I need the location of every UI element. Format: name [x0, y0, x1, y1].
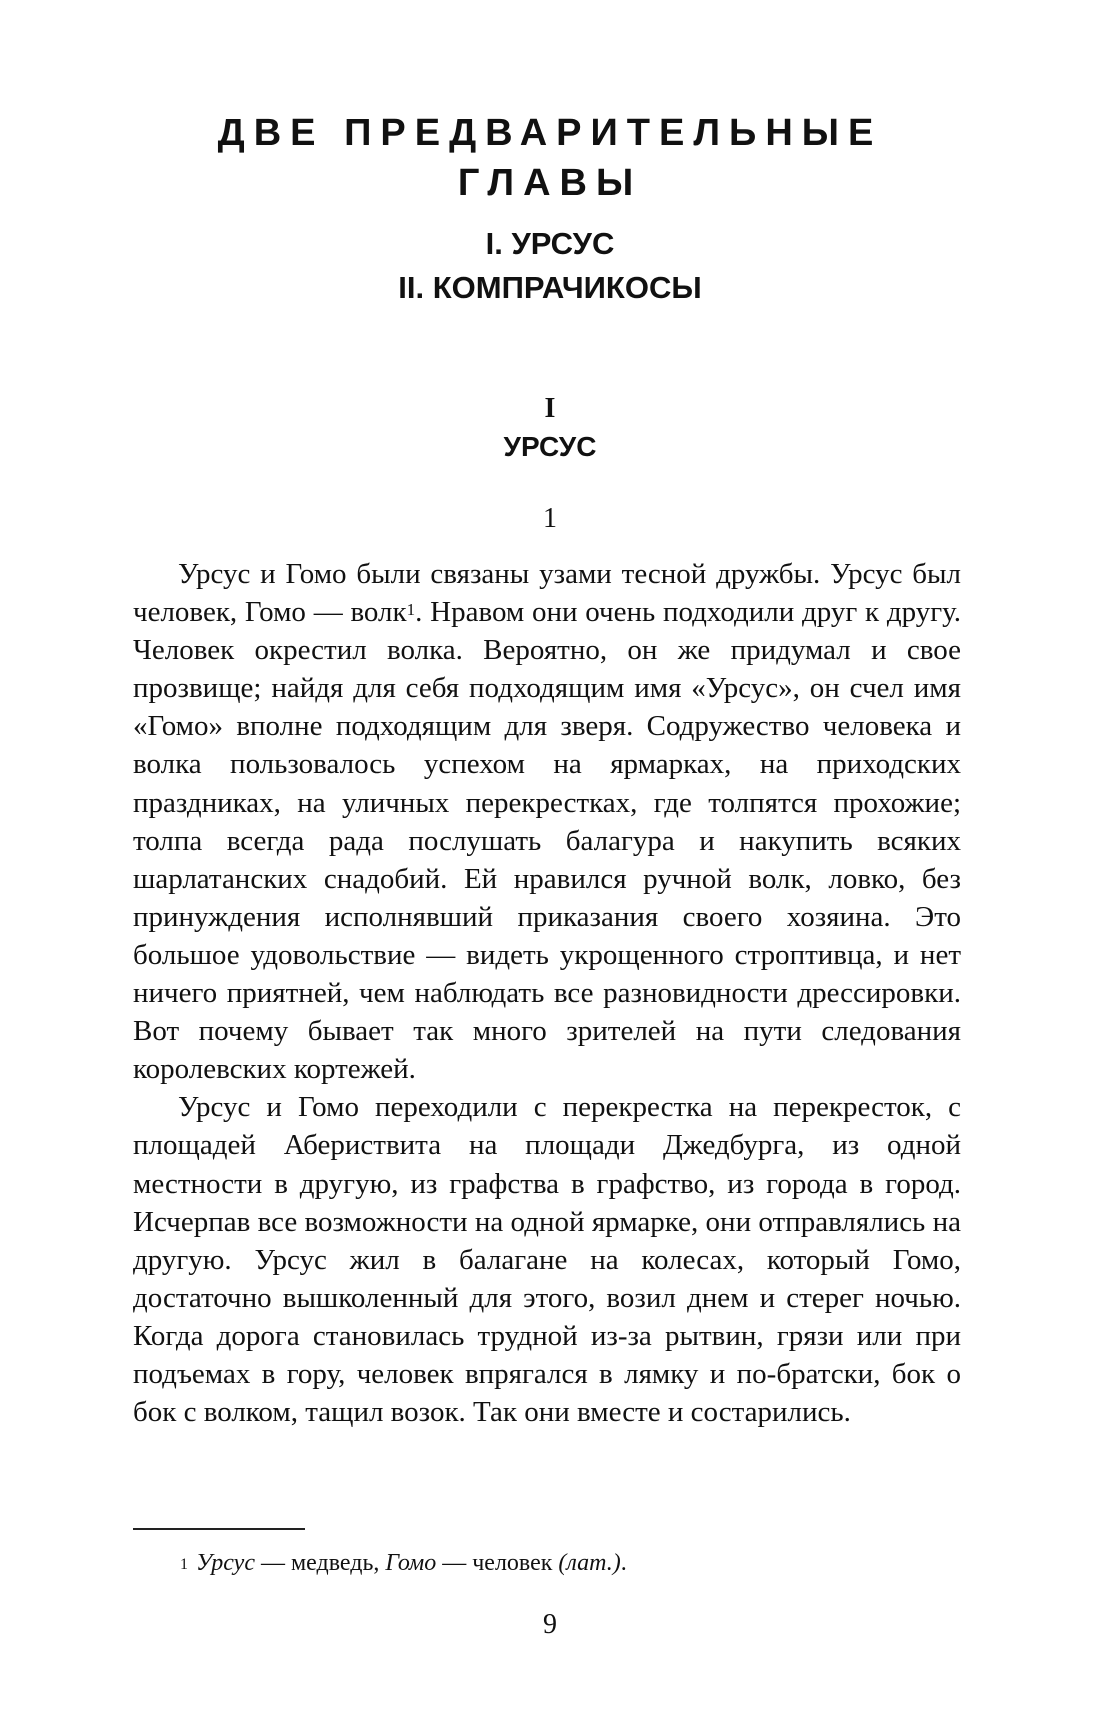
footnote-text-2: — человек [436, 1550, 559, 1576]
paragraph-1 [133, 555, 961, 1088]
title-line-2: ГЛАВЫ [457, 162, 643, 204]
footnote [180, 1548, 627, 1578]
paragraph-1-start: Урсус и Гомо были связаны узами тесной дружбы. Урсус был человек, Гомо — волк [133, 558, 961, 629]
footnote-reference: 1 [406, 600, 416, 620]
chapter-list-item-2: II. КОМПРАЧИКОСЫ [398, 270, 702, 305]
title-line-1: ДВЕ ПРЕДВАРИТЕЛЬНЫЕ [217, 112, 883, 154]
paragraph-2: Урсус и Гомо переходили с перекрестка на перекресток, с площадей Абериствита на площади Джедбурга, из одной местности в другую, из графства в графство, из города в город. Исчерпав все возможности на одной ярмарке, они отправлялись на другую. Урсус жил в балагане на колесах, который Гомо, достаточно вышколенный для этого, возил днем и стерег ночью. Когда дорога становилась трудной из-за рытвин, грязи или при подъемах в гору, человек впрягался в лямку и по-братски, бок о бок с волком, тащил возок. Так они вместе и состарились. [133, 1091, 961, 1429]
footnote-language: (лат.) [558, 1550, 621, 1576]
footnote-mark: 1 [180, 1556, 188, 1573]
page-number: 9 [543, 1609, 557, 1640]
book-part-title [0, 108, 1100, 208]
chapter-number: I [544, 393, 556, 424]
chapter-list [0, 222, 1100, 310]
paragraph-1-rest: . Нравом они очень подходили друг к другу. Человек окрестил волка. Вероятно, он же придумал и свое прозвище; найдя для себя подходящим имя «Урсус», он счел имя «Гомо» вполне подходящим для зверя. Содружество человека и волка пользовалось успехом на ярмарках, на приходских праздниках, на уличных перекрестках, где толпятся прохожие; толпа всегда рада послушать балагура и накупить всяких шарлатанских снадобий. Ей нравился ручной волк, ловко, без принуждения исполнявший приказания своего хозяина. Это большое удовольствие — видеть укрощенного строптивца, и нет ничего приятней, чем наблюдать все разновидности дрессировки. Вот почему бывает так много зрителей на пути следования королевских кортежей. [133, 596, 961, 1086]
chapter-list-item-1: I. УРСУС [485, 226, 615, 261]
footnote-end: . [620, 1550, 627, 1576]
footnote-term-ursus: Урсус [196, 1550, 255, 1576]
footnote-divider [133, 1528, 305, 1530]
body-text [133, 555, 961, 1431]
section-number: 1 [543, 503, 557, 534]
footnote-text-1: — медведь, [254, 1550, 386, 1576]
footnote-term-homo: Гомо [385, 1550, 437, 1576]
chapter-title: УРСУС [503, 431, 597, 462]
